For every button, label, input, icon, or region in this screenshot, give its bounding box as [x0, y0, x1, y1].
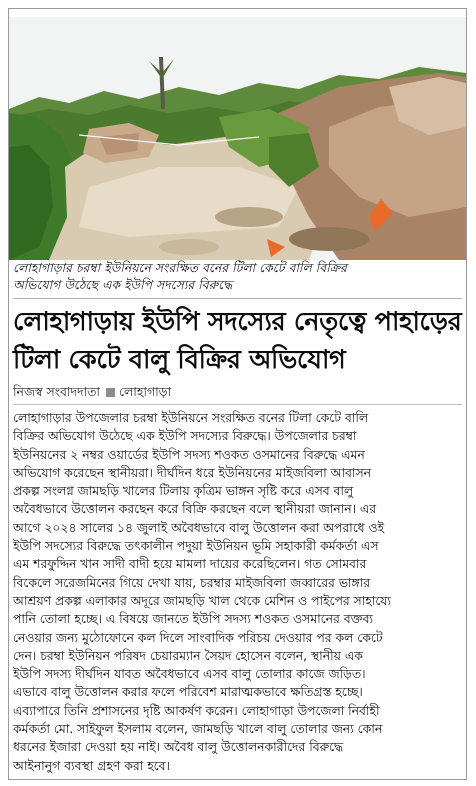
byline-divider	[13, 404, 462, 405]
caption-divider	[13, 298, 462, 299]
headline: লোহাগাড়ায় ইউপি সদস্যের নেতৃত্বে পাহাড়ের টিলা কেটে বালু বিক্রির অভিযোগ	[13, 307, 462, 375]
byline	[13, 384, 171, 400]
article-body: লোহাগাড়ার উপজেলার চরম্বা ইউনিয়নে সংরক্ষিত বনের টিলা কেটে বালি বিক্রির অভিযোগ উঠেছে এক ইউপি সদস্যের বিরুদ্ধে। উপজেলার চরম্বা ইউনিয়নের ২ নম্বর ওয়ার্ডের ইউপি সদস্য শওকত ওসমানের বিরুদ্ধে এমন অভিযোগ করেছেন স্থানীয়রা। দীর্ঘদিন ধরে ইউনিয়নের মাইজবিলা আবাসন প্রকল্প সংলগ্ন জামছড়ি খালের টিলায় কৃত্রিম ভাঙ্গন সৃষ্টি করে এসব বালু অবৈধভাবে উত্তোলন করছেন করে বিক্রি করছেন বলে স্থানীয়রা জানান। এর আগে ২০২৪ সালের ১৪ জুলাই অবৈধভাবে বালু উত্তোলন করা অপরাধে ওই ইউপি সদস্যের বিরুদ্ধে তৎকালীন পদুয়া ইউনিয়ন ভূমি সহাকারী কর্মকর্তা এস এম শরফুদ্দিন খান সাদী বাদী হয়ে মামলা দায়ের করেছিলেন। গত সোমবার বিকেলে সরেজমিনের গিয়ে দেখা যায়, চরম্বার মাইজবিলা জব্বারের ভাঙ্গার আশ্রয়ণ প্রকল্প এলাকার অদূরে জামছড়ি খাল থেকে মেশিন ও পাইপের সাহায্যে পানি তোলা হচ্ছে। এ বিষয়ে জানতে ইউপি সদস্য শওকত ওসমানের বক্তব্য নেওয়ার জন্য মুঠোফোনে কল দিলে সাংবাদিক পরিচয় দেওয়ার পর কল কেটে দেন। চরম্বা ইউনিয়ন পরিষদ চেয়ারম্যান সৈয়দ হোসেন বলেন, স্থানীয় এক ইউপি সদস্য দীর্ঘদিন যাবত অবৈধভাবে এসব বালু তোলার কাজে জড়িত। এভাবে বালু উত্তোলন করার ফলে পরিবেশ মারাত্মকভাবে ক্ষতিগ্রস্ত হচ্ছে। এব্যাপারে তিনি প্রশাসনের দৃষ্টি আকর্ষণ করেন। লোহাগাড়া উপজেলা নির্বাহী কর্মকর্তা মো. সাইফুল ইসলাম বলেন, জামছড়ি খালে বালু তোলার জন্য কোন ধরনের ইজারা দেওয়া হয় নাই। অবৈধ বালু উত্তোলনকারীদের বিরুদ্ধে আইনানুগ ব্যবস্থা গ্রহণ করা হবে।	[13, 411, 391, 773]
newspaper-clipping	[8, 8, 467, 780]
hill-cutting-photo	[9, 17, 466, 260]
byline-location: লোহাগাড়া	[119, 384, 172, 399]
byline-reporter: নিজস্ব সংবাদদাতা	[13, 384, 101, 399]
news-photo	[9, 17, 466, 260]
photo-caption: লোহাগাড়ার চরম্বা ইউনিয়নে সংরক্ষিত বনের টিলা কেটে বালি বিক্রির অভিযোগ উঠেছে এক ইউপি সদস্যের বিরুদ্ধে	[13, 260, 347, 292]
square-bullet-icon	[106, 388, 115, 397]
